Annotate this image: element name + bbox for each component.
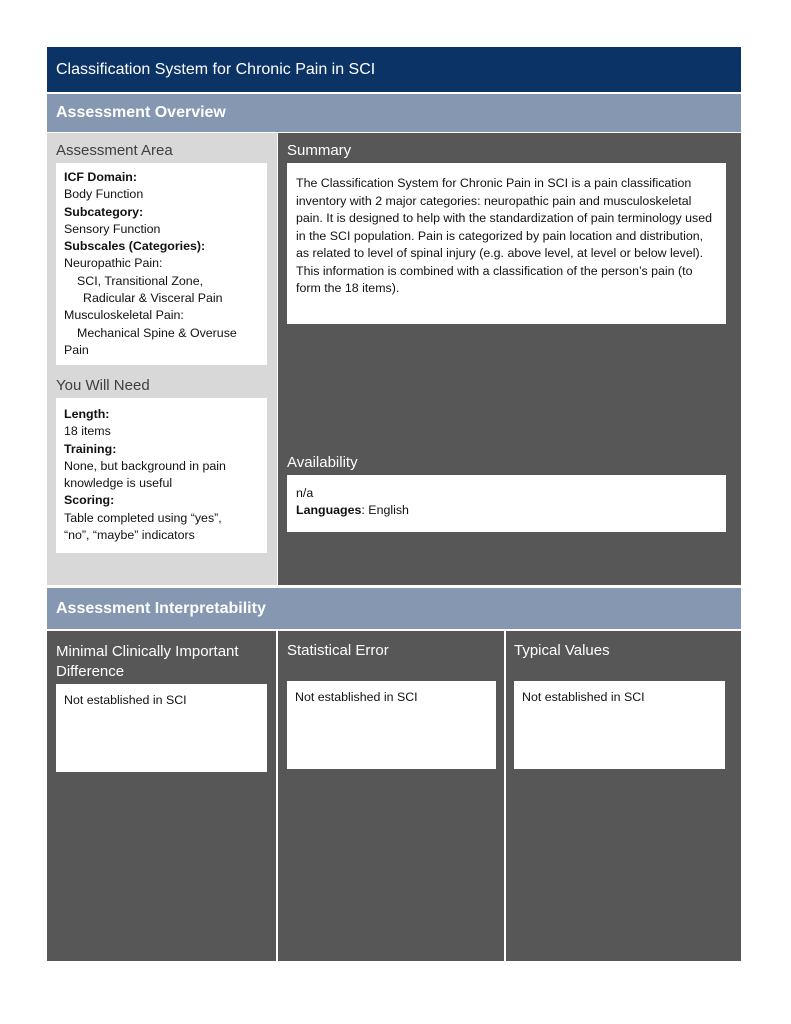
icf-domain-value: Body Function [64, 187, 144, 202]
page-title [47, 47, 741, 92]
assessment-overview-heading: Assessment Overview [56, 104, 226, 121]
musculoskeletal-label: Musculoskeletal Pain: [64, 308, 184, 323]
assessment-overview-header [47, 94, 741, 132]
statistical-error-value: Not established in SCI [295, 690, 418, 704]
assessment-area-heading: Assessment Area [56, 142, 173, 159]
languages-label: Languages [296, 503, 362, 518]
assessment-interpretability-header [47, 588, 741, 629]
typical-values-card [514, 681, 725, 769]
neuropathic-line-1: SCI, Transitional Zone, [77, 273, 204, 288]
subcategory-label: Subcategory: [64, 204, 144, 219]
training-line-2: knowledge is useful [64, 476, 173, 491]
statistical-error-card [287, 681, 496, 769]
subscales-label: Subscales (Categories): [64, 239, 206, 254]
neuropathic-line-2: Radicular & Visceral Pain [83, 291, 223, 306]
scoring-line-1: Table completed using “yes”, [64, 510, 222, 525]
neuropathic-label: Neuropathic Pain: [64, 256, 163, 271]
typical-values-value: Not established in SCI [522, 690, 645, 704]
statistical-error-heading: Statistical Error [287, 642, 389, 659]
typical-values-heading: Typical Values [514, 642, 610, 659]
languages-line [296, 502, 717, 519]
mcid-heading: Minimal Clinically Important Difference [56, 643, 239, 680]
availability-heading: Availability [287, 454, 358, 471]
training-line-1: None, but background in pain [64, 458, 226, 473]
length-label: Length: [64, 407, 110, 421]
icf-domain-label: ICF Domain: [64, 170, 137, 184]
summary-text: The Classification System for Chronic Pain in SCI is a pain classification inventory with 2 major categories: neuropathic pain and musculoskeletal pain. It is designed to help with the standardization of pain terminology used in the SCI population. Pain is categorized by pain location and distribution, as related to level of spinal injury (e.g. above level, at level or below level). This information is combined with a classification of the person’s pain (to form the 18 items). [296, 176, 713, 295]
availability-value: n/a [296, 486, 314, 500]
assessment-interpretability-heading: Assessment Interpretability [56, 599, 266, 617]
mcid-card [56, 684, 267, 772]
training-label: Training: [64, 441, 117, 456]
summary-heading: Summary [287, 142, 352, 159]
availability-card [287, 475, 726, 532]
you-will-need-heading: You Will Need [56, 377, 150, 394]
languages-value: : English [361, 503, 409, 518]
you-will-need-card [56, 398, 267, 553]
subcategory-value: Sensory Function [64, 221, 161, 236]
assessment-area-card [56, 163, 267, 365]
scoring-label: Scoring: [64, 493, 115, 508]
page-title-text: Classification System for Chronic Pain in SCI [56, 60, 376, 78]
mcid-value: Not established in SCI [64, 693, 187, 707]
summary-card [287, 163, 726, 324]
musculoskeletal-line-2: Pain [64, 342, 89, 357]
scoring-line-2: “no”, “maybe” indicators [64, 528, 195, 543]
length-value: 18 items [64, 424, 111, 439]
musculoskeletal-line-1: Mechanical Spine & Overuse [77, 325, 237, 340]
